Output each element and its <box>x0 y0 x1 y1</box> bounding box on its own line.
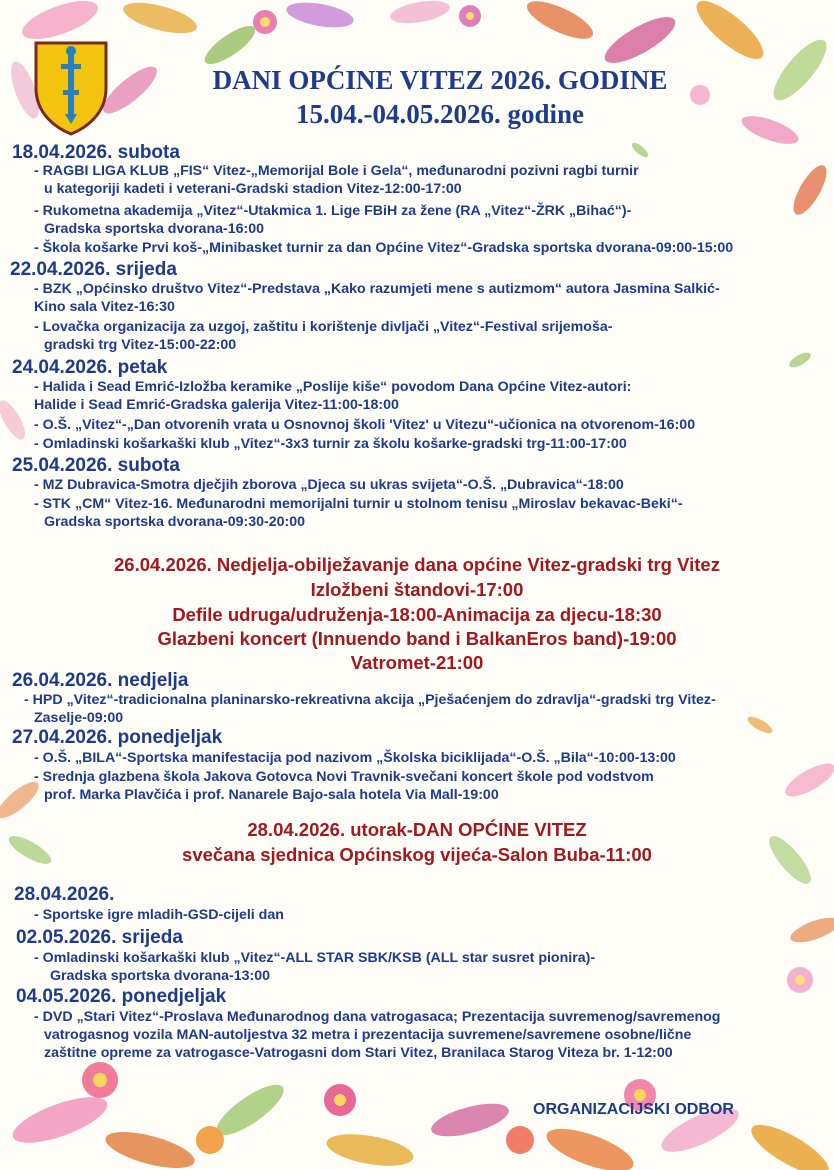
event-line: u kategoriji kadeti i veterani-Gradski stadion Vitez-12:00-17:00 <box>44 181 462 197</box>
section-date: 24.04.2026. petak <box>12 357 168 378</box>
celebration-line: Glazbeni koncert (Innuendo band i BalkanEros band)-19:00 <box>157 628 677 649</box>
event-line: vatrogasnog vozila MAN-autoljestva 32 metra i prezentacija suvremene/savremene osobne/lične <box>44 1027 692 1043</box>
event-line: Gradska sportska dvorana-13:00 <box>50 968 271 984</box>
section-date: 25.04.2026. subota <box>12 455 180 476</box>
event-line: - O.Š. „Vitez“-„Dan otvorenih vrata u Osnovnoj školi 'Vitez' u Vitezu“-učionica na otvorenom-16:00 <box>34 417 696 433</box>
municipality-day-heading: 28.04.2026. utorak-DAN OPĆINE VITEZ <box>247 819 587 840</box>
section-date: 04.05.2026. ponedjeljak <box>16 986 227 1007</box>
event-line: Gradska sportska dvorana-16:00 <box>44 221 265 237</box>
celebration-line: Vatromet-21:00 <box>350 652 484 673</box>
event-line: - O.Š. „BILA“-Sportska manifestacija pod nazivom „Školska biciklijada“-O.Š. „Bila“-10:00-13:00 <box>34 750 676 766</box>
event-line: - Lovačka organizacija za uzgoj, zaštitu i korištenje divljači „Vitez“-Festival srijemoša- <box>34 319 613 335</box>
event-line: Halide i Sead Emrić-Gradska galerija Vitez-11:00-18:00 <box>34 397 399 413</box>
event-line: - Srednja glazbena škola Jakova Gotovca Novi Travnik-svečani koncert škole pod vodstvom <box>34 769 654 785</box>
event-line: - Omladinski košarkaški klub „Vitez“-3x3 turnir za školu košarke-gradski trg-11:00-17:00 <box>34 436 627 452</box>
event-line: - Sportske igre mladih-GSD-cijeli dan <box>34 907 284 923</box>
event-line: Zaselje-09:00 <box>34 710 124 726</box>
celebration-line: Izložbeni štandovi-17:00 <box>310 579 524 600</box>
event-line: - STK „CM“ Vitez-16. Međunarodni memorijalni turnir u stolnom tenisu „Miroslav bekavac-Beki“- <box>34 496 683 512</box>
celebration-heading: 26.04.2026. Nedjelja-obilježavanje dana općine Vitez-gradski trg Vitez <box>114 554 720 575</box>
event-line: Gradska sportska dvorana-09:30-20:00 <box>44 514 306 530</box>
municipality-day-line: svečana sjednica Općinskog vijeća-Salon Buba-11:00 <box>182 844 652 865</box>
section-date: 02.05.2026. srijeda <box>16 927 183 948</box>
section-date: 18.04.2026. subota <box>12 142 180 163</box>
municipality-coat-of-arms <box>33 40 109 136</box>
organizer-signature: ORGANIZACIJSKI ODBOR <box>533 1101 734 1118</box>
event-line: - MZ Dubravica-Smotra dječjih zborova „Djeca su ukras svijeta“-O.Š. „Dubravica“-18:00 <box>34 477 624 493</box>
poster-date-range: 15.04.-04.05.2026. godine <box>295 99 584 129</box>
event-line: - Omladinski košarkaški klub „Vitez“-ALL STAR SBK/KSB (ALL star susret pionira)- <box>34 950 596 966</box>
event-line: - DVD „Stari Vitez“-Proslava Međunarodnog dana vatrogasaca; Prezentacija suvremenog/savremenog <box>34 1009 721 1025</box>
event-line: - BZK „Općinsko društvo Vitez“-Predstava „Kako razumjeti mene s autizmom“ autora Jasmina Salkić- <box>34 281 720 297</box>
event-line: prof. Marka Plavčića i prof. Nanarele Bajo-sala hotela Via Mall-19:00 <box>44 787 499 803</box>
poster-title: DANI OPĆINE VITEZ 2026. GODINE <box>212 65 668 95</box>
section-date: 28.04.2026. <box>14 884 115 905</box>
event-line: - Rukometna akademija „Vitez“-Utakmica 1. Lige FBiH za žene (RA „Vitez“-ŽRK „Bihać“)- <box>34 203 632 219</box>
event-line: Kino sala Vitez-16:30 <box>34 299 175 315</box>
event-line: - RAGBI LIGA KLUB „FIS“ Vitez-„Memorijal Bole i Gela“, međunarodni pozivni ragbi turnir <box>34 163 639 179</box>
event-line: - Škola košarke Prvi koš-„Minibasket turnir za dan Općine Vitez“-Gradska sportska dvorana-09:00-15:00 <box>34 240 734 256</box>
event-line: gradski trg Vitez-15:00-22:00 <box>44 337 237 353</box>
celebration-line: Defile udruga/udruženja-18:00-Animacija za djecu-18:30 <box>172 604 662 625</box>
section-date: 26.04.2026. nedjelja <box>12 670 189 691</box>
section-date: 27.04.2026. ponedjeljak <box>12 727 223 748</box>
event-line: - HPD „Vitez“-tradicionalna planinarsko-rekreativna akcija „Pješaćenjem do zdravlja“-gradski trg Vitez- <box>24 692 716 708</box>
event-line: - Halida i Sead Emrić-Izložba keramike „Poslije kiše“ povodom Dana Općine Vitez-autori: <box>34 379 632 395</box>
event-line: zaštitne opreme za vatrogasce-Vatrogasni dom Stari Vitez, Branilaca Starog Viteza br. 1-12:00 <box>44 1045 673 1061</box>
section-date: 22.04.2026. srijeda <box>10 259 177 280</box>
